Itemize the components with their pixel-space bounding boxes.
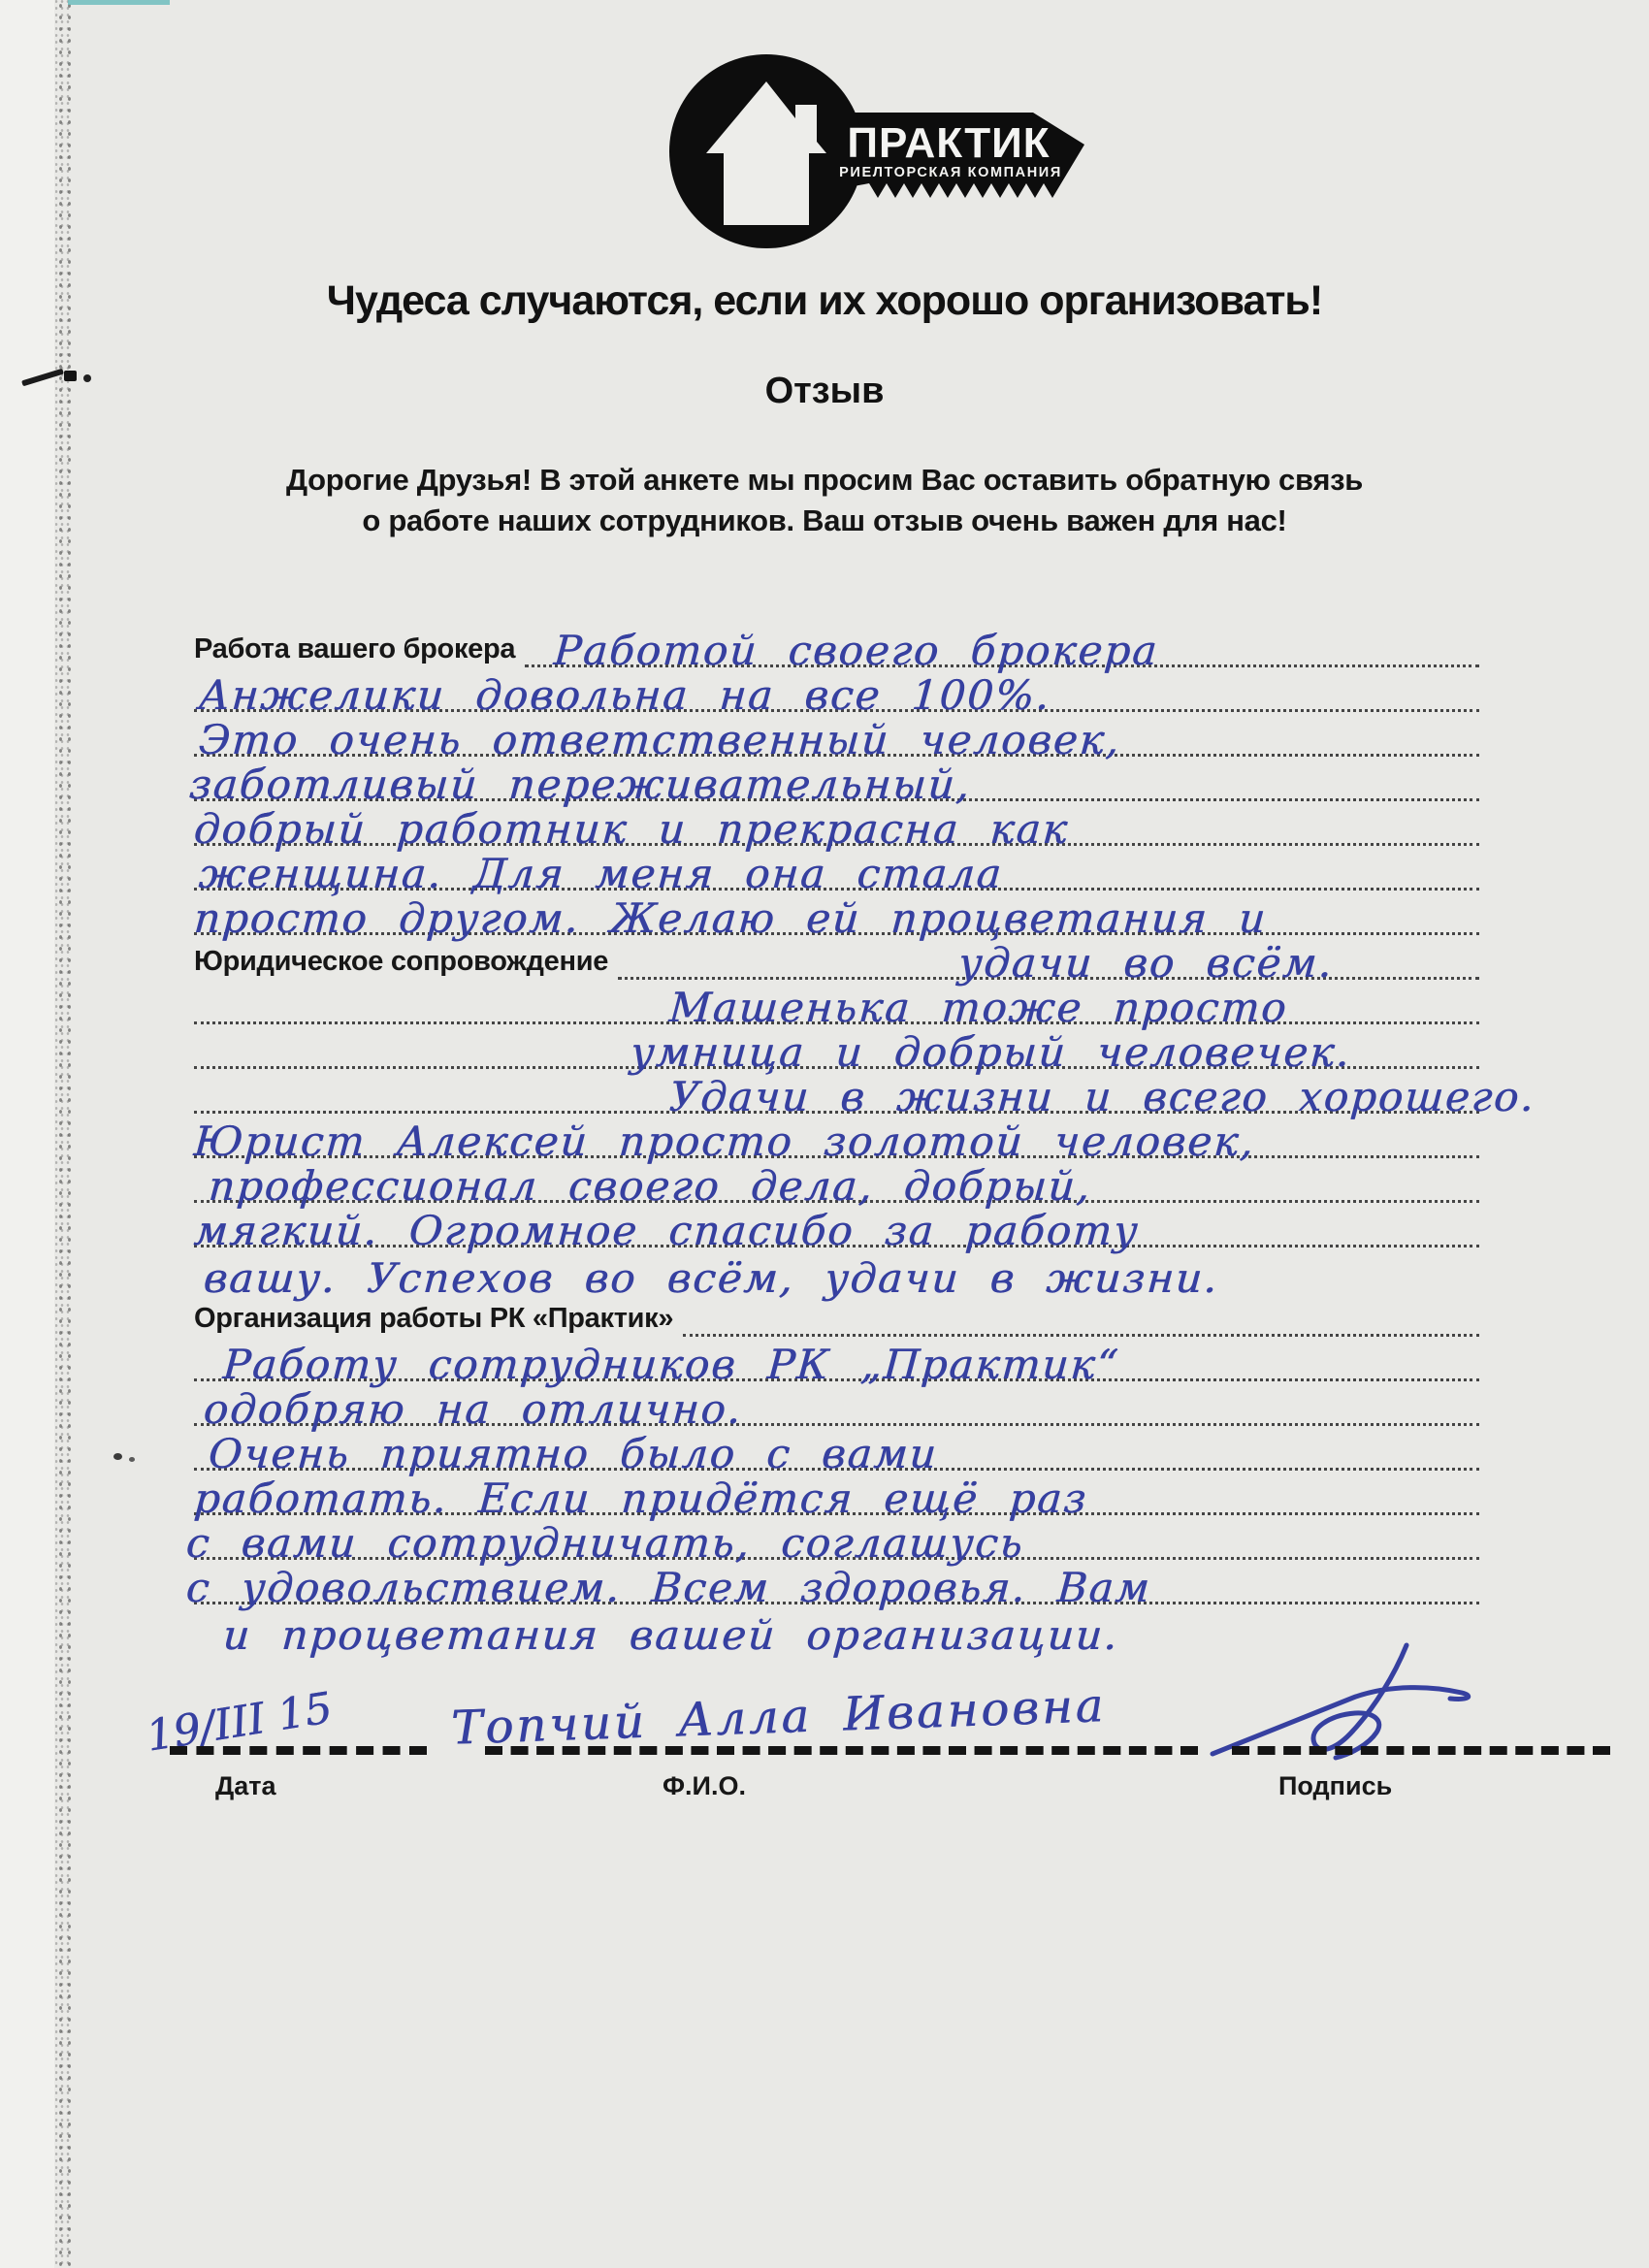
answer-line <box>192 1200 1479 1254</box>
handwritten-text: заботливый переживательный, <box>187 761 973 808</box>
answer-row <box>194 1381 1479 1433</box>
answer-line <box>192 798 1479 853</box>
name-signature-line <box>485 1746 1198 1755</box>
answer-row <box>192 1203 1479 1254</box>
answer-row <box>187 757 1479 808</box>
answer-line <box>187 754 1479 808</box>
answer-line <box>192 1111 1479 1165</box>
field-broker-label: Работа вашего брокера <box>194 633 516 664</box>
answer-line <box>184 1557 1479 1611</box>
field-organization-label: Организация работы РК «Практик» <box>194 1303 674 1334</box>
answer-line <box>618 932 1479 987</box>
handwritten-text: мягкий. Огромное спасибо за работу <box>192 1207 1142 1254</box>
handwritten-text: добрый работник и прекрасна как <box>192 805 1071 853</box>
answer-line <box>194 1247 1479 1302</box>
handwritten-text: работать. Если придётся ещё раз <box>192 1474 1090 1522</box>
answer-row <box>194 667 1479 719</box>
scan-dot-artifact <box>129 1457 135 1462</box>
answer-line <box>194 843 1479 897</box>
answer-line <box>194 664 1479 719</box>
field-legal <box>194 935 1479 987</box>
handwritten-text: Анжелики довольна на все 100%. <box>197 671 1053 719</box>
answer-row <box>194 846 1479 897</box>
answer-row <box>194 980 1479 1031</box>
handwritten-text: и процветания вашей организации. <box>221 1611 1121 1659</box>
handwritten-date: 19/III 15 <box>143 1683 336 1762</box>
scan-dot-artifact <box>113 1453 122 1460</box>
answer-row <box>184 1560 1479 1611</box>
scan-light-edge <box>0 0 54 2268</box>
answer-row <box>194 1337 1479 1388</box>
handwritten-text: женщина. Для меня она стала <box>197 850 1005 897</box>
field-organization <box>194 1292 1479 1337</box>
answer-row <box>194 712 1479 763</box>
answer-row <box>194 1158 1479 1210</box>
handwritten-text: с вами сотрудничать, соглашусь <box>184 1519 1026 1567</box>
answer-row <box>192 1114 1479 1165</box>
form-body <box>184 623 1537 1659</box>
handwritten-text: вашу. Успехов во всём, удачи в жизни. <box>202 1254 1221 1302</box>
answer-line <box>192 888 1479 942</box>
handwritten-text: Это очень ответственный человек, <box>197 716 1123 763</box>
answer-row <box>194 1024 1479 1076</box>
handwritten-text: Машенька тоже просто <box>667 984 1290 1031</box>
handwritten-text: Очень приятно было с вами <box>207 1430 940 1477</box>
intro-line-2: о работе наших сотрудников. Ваш отзыв очень важен для нас! <box>362 503 1287 537</box>
answer-line <box>192 1468 1479 1522</box>
intro-line-1: Дорогие Друзья! В этой анкете мы просим Вас оставить обратную связь <box>286 463 1363 497</box>
logo-tagline-text: РИЕЛТОРСКАЯ КОМПАНИЯ <box>839 165 1062 180</box>
scan-top-edge-artifact <box>68 0 170 5</box>
signature-label: Подпись <box>1278 1771 1393 1800</box>
date-signature-line <box>170 1746 427 1755</box>
handwritten-text: Работу сотрудников РК „Практик“ <box>221 1341 1121 1388</box>
handwritten-text: Удачи в жизни и всего хорошего. <box>667 1073 1537 1120</box>
answer-line <box>194 1021 1479 1076</box>
handwritten-name: Топчий Алла Ивановна <box>450 1678 1108 1756</box>
answer-line <box>194 1155 1479 1210</box>
answer-line <box>525 620 1479 674</box>
answer-row <box>192 1471 1479 1522</box>
date-label: Дата <box>215 1771 276 1800</box>
slogan: Чудеса случаются, если их хорошо организовать! <box>326 277 1323 324</box>
handwritten-text: Работой своего брокера <box>552 627 1161 674</box>
handwritten-text: с удовольствием. Всем здоровья. Вам <box>184 1564 1153 1611</box>
answer-row <box>192 891 1479 942</box>
answer-row <box>184 1515 1479 1567</box>
answer-line <box>194 1066 1537 1120</box>
answer-row <box>194 1426 1479 1477</box>
answer-line <box>194 709 1479 763</box>
answer-row <box>194 1247 1479 1302</box>
name-label: Ф.И.О. <box>663 1771 746 1800</box>
answer-row <box>192 801 1479 853</box>
answer-row <box>194 1069 1537 1120</box>
handwritten-text: одобряю на отлично. <box>202 1385 744 1433</box>
answer-line <box>194 977 1479 1031</box>
logo-brand-text: ПРАКТИК <box>847 119 1051 167</box>
answer-line <box>683 1289 1479 1337</box>
company-logo <box>650 45 1116 258</box>
field-broker <box>194 623 1479 674</box>
answer-line <box>194 1334 1479 1388</box>
handwritten-text: удачи во всём. <box>956 939 1336 987</box>
handwritten-text: умница и добрый человечек. <box>629 1028 1353 1076</box>
form-title: Отзыв <box>764 371 885 411</box>
answer-line <box>184 1512 1479 1567</box>
handwritten-text: просто другом. Желаю ей процветания и <box>192 894 1269 942</box>
handwritten-text: профессионал своего дела, добрый, <box>207 1162 1093 1210</box>
signature-line <box>1232 1746 1610 1755</box>
answer-line <box>194 1423 1479 1477</box>
field-legal-label: Юридическое сопровождение <box>194 946 609 977</box>
handwritten-text: Юрист Алексей просто золотой человек, <box>192 1118 1257 1165</box>
intro-text <box>0 460 1649 541</box>
answer-line <box>194 1378 1479 1433</box>
scan-noise-strip <box>55 0 71 2268</box>
